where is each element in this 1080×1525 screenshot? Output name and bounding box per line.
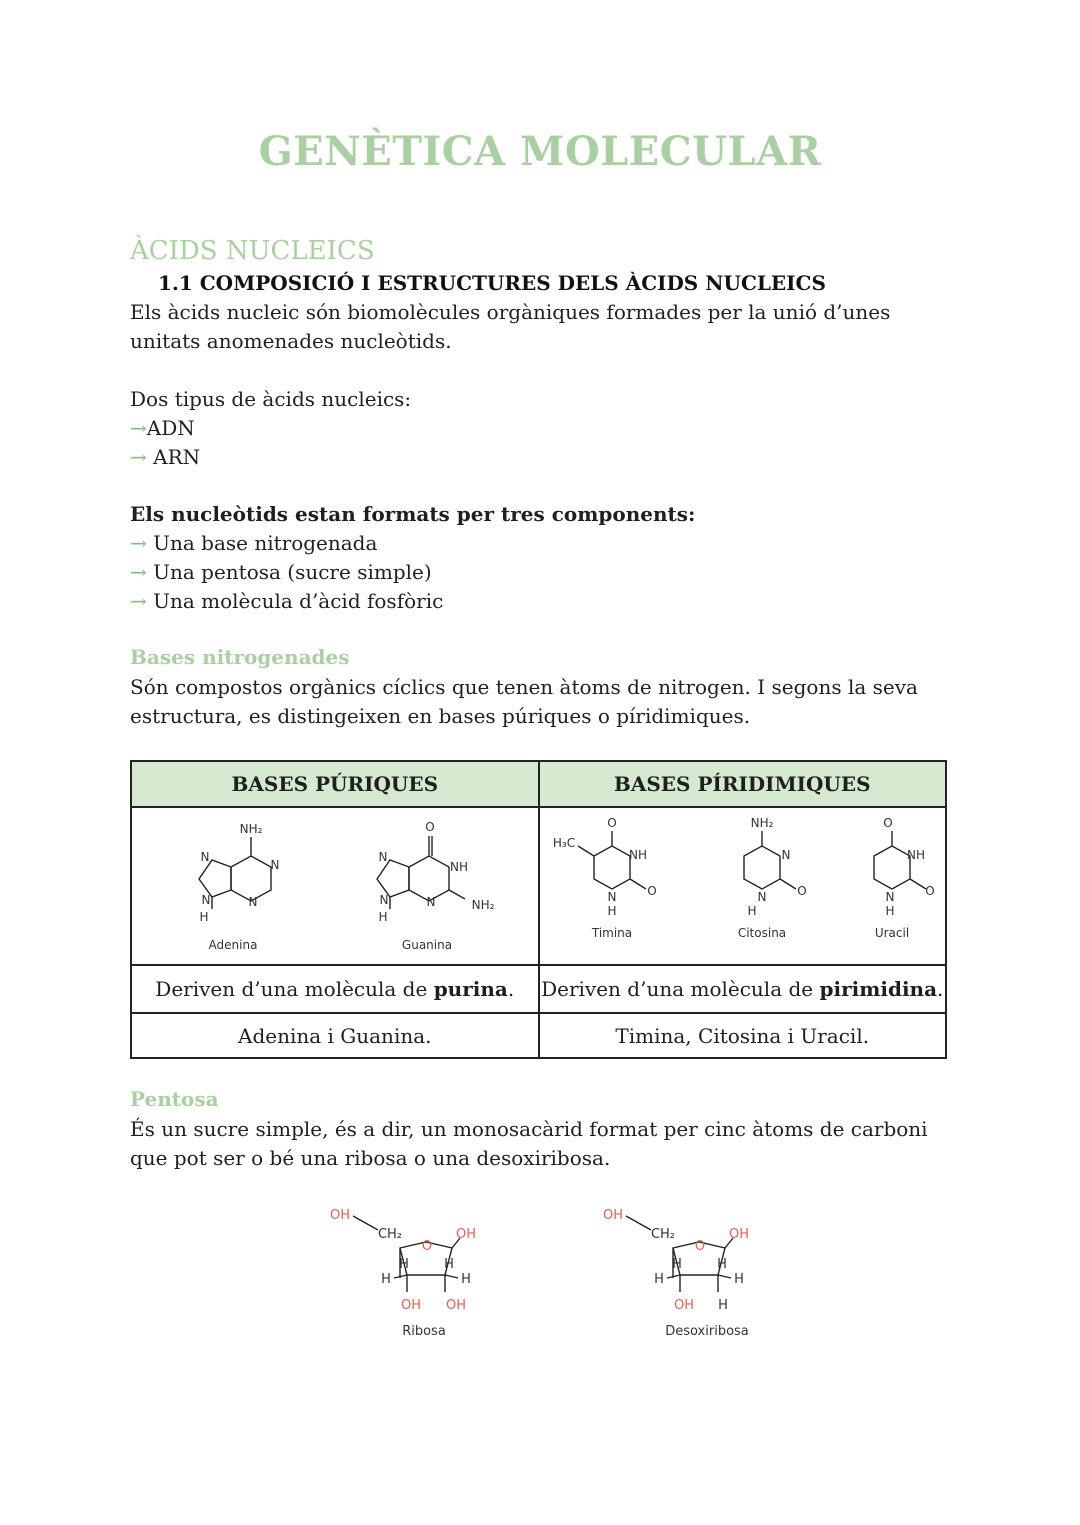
thymine-label: Timina: [592, 925, 633, 940]
nh-atom: NH: [907, 847, 926, 862]
arrow-right-icon: →: [130, 445, 154, 469]
n-atom: N: [200, 849, 210, 864]
cytosine-label: Citosina: [738, 925, 787, 940]
n-atom: N: [885, 889, 895, 904]
h-atom: H: [607, 903, 617, 918]
h-atom: H: [461, 1272, 471, 1287]
purine-examples-cell: Adenina i Guanina.: [131, 1013, 539, 1058]
o-atom: O: [425, 819, 435, 834]
h-atom: H: [654, 1272, 664, 1287]
pyrimidine-derivation-cell: Deriven d’una molècula de pirimidina.: [539, 965, 947, 1013]
pentose-paragraph: És un sucre simple, és a dir, un monosacàrid format per cinc àtoms de carboni que pot ser o bé una ribosa o una desoxiribosa.: [130, 1117, 928, 1170]
header-pyrimidine: BASES PÍRIDIMIQUES: [539, 761, 947, 807]
n-atom: N: [201, 892, 211, 907]
type-item-adn: →ADN: [130, 416, 195, 440]
ch2-group: CH₂: [377, 1227, 403, 1242]
uracil-label: Uracil: [875, 925, 910, 940]
h-atom: H: [378, 909, 388, 924]
pentose-heading: Pentosa: [130, 1087, 219, 1111]
components-heading: Els nucleòtids estan formats per tres components:: [130, 502, 696, 526]
arrow-right-icon: →: [130, 531, 154, 555]
pyrimidine-examples-cell: Timina, Citosina i Uracil.: [539, 1013, 947, 1058]
types-heading: Dos tipus de àcids nucleics:: [130, 387, 412, 411]
nh2-atom: NH₂: [471, 897, 495, 912]
bases-table: [130, 760, 947, 1059]
o-atom: O: [797, 883, 807, 898]
intro-paragraph: Els àcids nucleic són biomolècules orgàniques formades per la unió d’unes unitats anomenades nucleòtids.: [130, 300, 891, 353]
purine-derivation-cell: Deriven d’una molècula de purina.: [131, 965, 539, 1013]
n-atom: N: [378, 849, 388, 864]
ch2-group: CH₂: [650, 1227, 676, 1242]
n-atom: N: [607, 889, 617, 904]
oh-group: OH: [673, 1298, 695, 1313]
o-atom: O: [607, 815, 617, 830]
header-purine: BASES PÚRIQUES: [131, 761, 539, 807]
n-atom: N: [426, 894, 436, 909]
ring-oxygen: O: [694, 1239, 706, 1254]
oh-group: OH: [728, 1227, 750, 1242]
h-atom: H: [672, 1257, 682, 1272]
adenine-label: Adenina: [208, 937, 258, 952]
n-atom: N: [757, 889, 767, 904]
oh-group: OH: [445, 1298, 467, 1313]
h-atom: H: [381, 1272, 391, 1287]
bases-paragraph: Són compostos orgànics cíclics que tenen àtoms de nitrogen. I segons la seva estructura, es distingeixen en bases púriques o píridimiques.: [130, 675, 918, 728]
ribose-label: Ribosa: [402, 1324, 446, 1339]
h-atom: H: [399, 1257, 409, 1272]
section-heading: ÀCIDS NUCLEICS: [130, 236, 375, 266]
deoxyribose-label: Desoxiribosa: [665, 1324, 749, 1339]
arrow-right-icon: →: [130, 560, 154, 584]
h-atom: H: [717, 1257, 727, 1272]
n-atom: N: [248, 894, 258, 909]
oh-group: OH: [602, 1208, 624, 1223]
h-atom: H: [718, 1298, 728, 1313]
component-item: → Una base nitrogenada: [130, 531, 378, 555]
oh-group: OH: [455, 1227, 477, 1242]
h-atom: H: [747, 903, 757, 918]
nh2-atom: NH₂: [239, 821, 263, 836]
component-item: → Una pentosa (sucre simple): [130, 560, 432, 584]
h-atom: H: [734, 1272, 744, 1287]
pyrimidine-structures-diagram: [540, 809, 944, 959]
guanine-label: Guanina: [401, 937, 452, 952]
pyrimidine-structures-cell: [539, 807, 947, 965]
h-atom: H: [885, 903, 895, 918]
h-atom: H: [444, 1257, 454, 1272]
h-atom: H: [199, 909, 209, 924]
o-atom: O: [925, 883, 935, 898]
arrow-right-icon: →: [130, 416, 147, 440]
nh-atom: NH: [449, 859, 468, 874]
arrow-right-icon: →: [130, 589, 154, 613]
purine-structures-diagram: [135, 809, 535, 959]
bases-heading: Bases nitrogenades: [130, 645, 350, 669]
nh-atom: NH: [629, 847, 648, 862]
purine-structures-cell: [131, 807, 539, 965]
ring-oxygen: O: [421, 1239, 433, 1254]
subsection-heading: 1.1 COMPOSICIÓ I ESTRUCTURES DELS ÀCIDS NUCLEICS: [158, 271, 826, 295]
n-atom: N: [379, 892, 389, 907]
nh2-atom: NH₂: [750, 815, 774, 830]
page-title: GENÈTICA MOLECULAR: [258, 128, 822, 175]
oh-group: OH: [400, 1298, 422, 1313]
o-atom: O: [647, 883, 657, 898]
type-item-arn: → ARN: [130, 445, 201, 469]
oh-group: OH: [329, 1208, 351, 1223]
h3c-atom: H₃C: [553, 835, 576, 850]
pentose-structures-diagram: [320, 1200, 780, 1350]
n-atom: N: [270, 857, 280, 872]
component-item: → Una molècula d’àcid fosfòric: [130, 589, 444, 613]
o-atom: O: [883, 815, 893, 830]
n-atom: N: [781, 847, 791, 862]
